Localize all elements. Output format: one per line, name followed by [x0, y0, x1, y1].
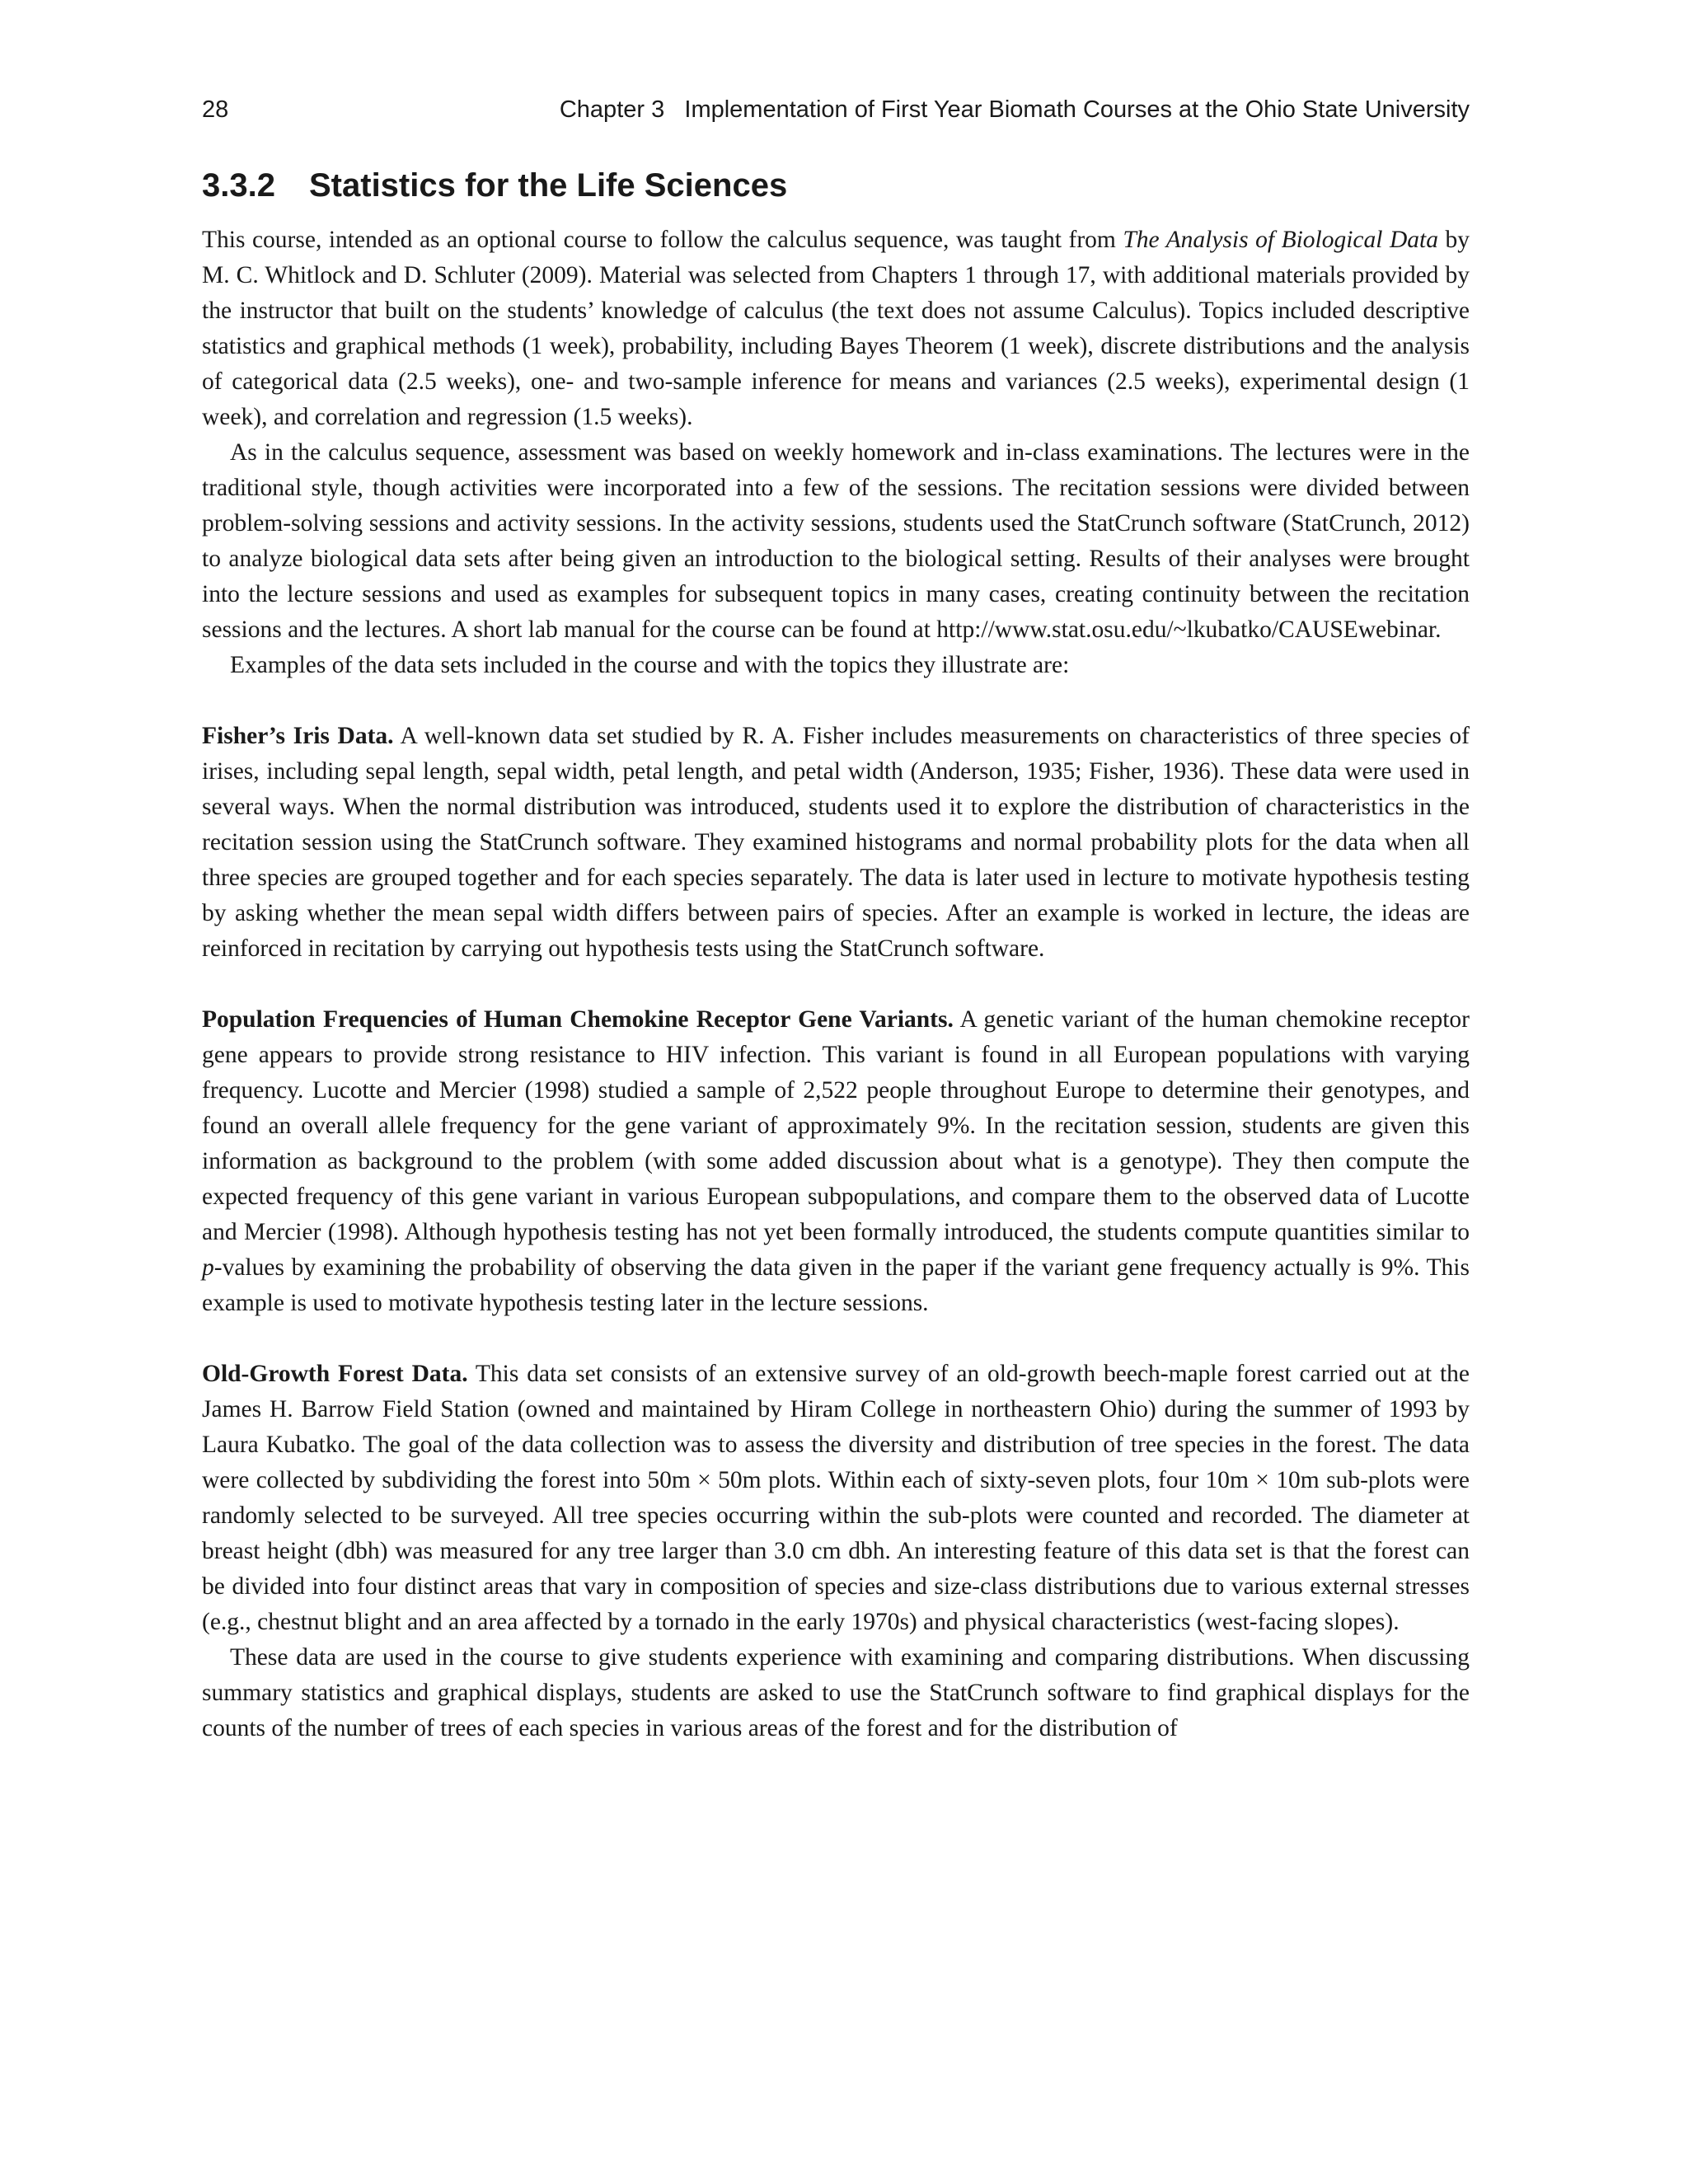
section-number: 3.3.2 [202, 167, 275, 204]
dataset-description: A well-known data set studied by R. A. Fisher includes measurements on characteristics of three species of irises, including sepal length, sepal width, petal length, and petal width (Anderson, 1935; Fisher, 1936). These data were used in several ways. When the normal distribution was introduced, students used it to explore the distribution of characteristics in the recitation session using the StatCrunch software. They examined histograms and normal probability plots for the data when all three species are grouped together and for each species separately. The data is later used in lecture to motivate hypothesis testing by asking whether the mean sepal width differs between pairs of species. After an example is worked in lecture, the ideas are reinforced in recitation by carrying out hypothesis tests using the StatCrunch software. [202, 723, 1470, 962]
dataset-iris [202, 719, 1470, 967]
book-title: The Analysis of Biological Data [1123, 227, 1438, 253]
running-head [202, 93, 1470, 126]
p-value-symbol: p [202, 1254, 214, 1281]
page-number: 28 [202, 96, 229, 123]
dataset-title: Fisher’s Iris Data. [202, 723, 394, 749]
section-heading [202, 163, 1470, 208]
dataset-forest-continuation: These data are used in the course to give students experience with examining and comparing distributions. When discussing summary statistics and graphical displays, students are asked to use the StatCrunch software to find graphical displays for the counts of the number of trees of each species in various areas of the forest and for the distribution of [202, 1644, 1470, 1741]
section-title: Statistics for the Life Sciences [309, 167, 788, 204]
dataset-description-end: -values by examining the probability of observing the data given in the paper if the variant gene frequency actually is 9%. This example is used to motivate hypothesis testing later in the lecture sessions. [202, 1254, 1470, 1316]
intro-paragraph-2: As in the calculus sequence, assessment was based on weekly homework and in-class examinations. The lectures were in the traditional style, though activities were incorporated into a few of the sessions. The recitation sessions were divided between problem-solving sessions and activity sessions. In the activity sessions, students used the StatCrunch software (StatCrunch, 2012) to analyze biological data sets after being given an introduction to the biological setting. Results of their analyses were brought into the lecture sessions and used as examples for subsequent topics in many cases, creating continuity between the recitation sessions and the lectures. A short lab manual for the course can be found at http://www.stat.osu.edu/~lkubatko/CAUSEwebinar. [202, 439, 1470, 643]
dataset-description: This data set consists of an extensive survey of an old-growth beech-maple forest carried out at the James H. Barrow Field Station (owned and maintained by Hiram College in northeastern Ohio) during the summer of 1993 by Laura Kubatko. The goal of the data collection was to assess the diversity and distribution of tree species in the forest. The data were collected by subdividing the forest into 50m × 50m plots. Within each of sixty-seven plots, four 10m × 10m sub-plots were randomly selected to be surveyed. All tree species occurring within the sub-plots were counted and recorded. The diameter at breast height (dbh) was measured for any tree larger than 3.0 cm dbh. An interesting feature of this data set is that the forest can be divided into four distinct areas that vary in composition of species and size-class distributions due to various external stresses (e.g., chestnut blight and an area affected by a tornado in the early 1970s) and physical characteristics (west-facing slopes). [202, 1361, 1470, 1635]
dataset-chemokine [202, 1002, 1470, 1321]
intro-text-start: This course, intended as an optional course to follow the calculus sequence, was taught from [202, 227, 1123, 253]
dataset-title: Population Frequencies of Human Chemokine Receptor Gene Variants. [202, 1006, 954, 1033]
dataset-forest [202, 1357, 1470, 1640]
chapter-running-title: Chapter 3 Implementation of First Year Biomath Courses at the Ohio State University [559, 96, 1470, 123]
intro-text-end: by M. C. Whitlock and D. Schluter (2009). Material was selected from Chapters 1 through 17, with additional materials provided by the instructor that built on the students’ knowledge of calculus (the text does not assume Calculus). Topics included descriptive statistics and graphical methods (1 week), probability, including Bayes Theorem (1 week), discrete distributions and the analysis of categorical data (2.5 weeks), one- and two-sample inference for means and variances (2.5 weeks), experimental design (1 week), and correlation and regression (1.5 weeks). [202, 227, 1470, 430]
body-text [202, 223, 1470, 1746]
intro-paragraph-3: Examples of the data sets included in the course and with the topics they illustrate are: [230, 652, 1070, 678]
dataset-title: Old-Growth Forest Data. [202, 1361, 468, 1387]
dataset-description-start: A genetic variant of the human chemokine receptor gene appears to provide strong resistance to HIV infection. This variant is found in all European populations with varying frequency. Lucotte and Mercier (1998) studied a sample of 2,522 people throughout Europe to determine their genotypes, and found an overall allele frequency for the gene variant of approximately 9%. In the recitation session, students are given this information as background to the problem (with some added discussion about what is a genotype). They then compute the expected frequency of this gene variant in various European subpopulations, and compare them to the observed data of Lucotte and Mercier (1998). Although hypothesis testing has not yet been formally introduced, the students compute quantities similar to [202, 1006, 1470, 1245]
intro-paragraph-1 [202, 223, 1470, 435]
